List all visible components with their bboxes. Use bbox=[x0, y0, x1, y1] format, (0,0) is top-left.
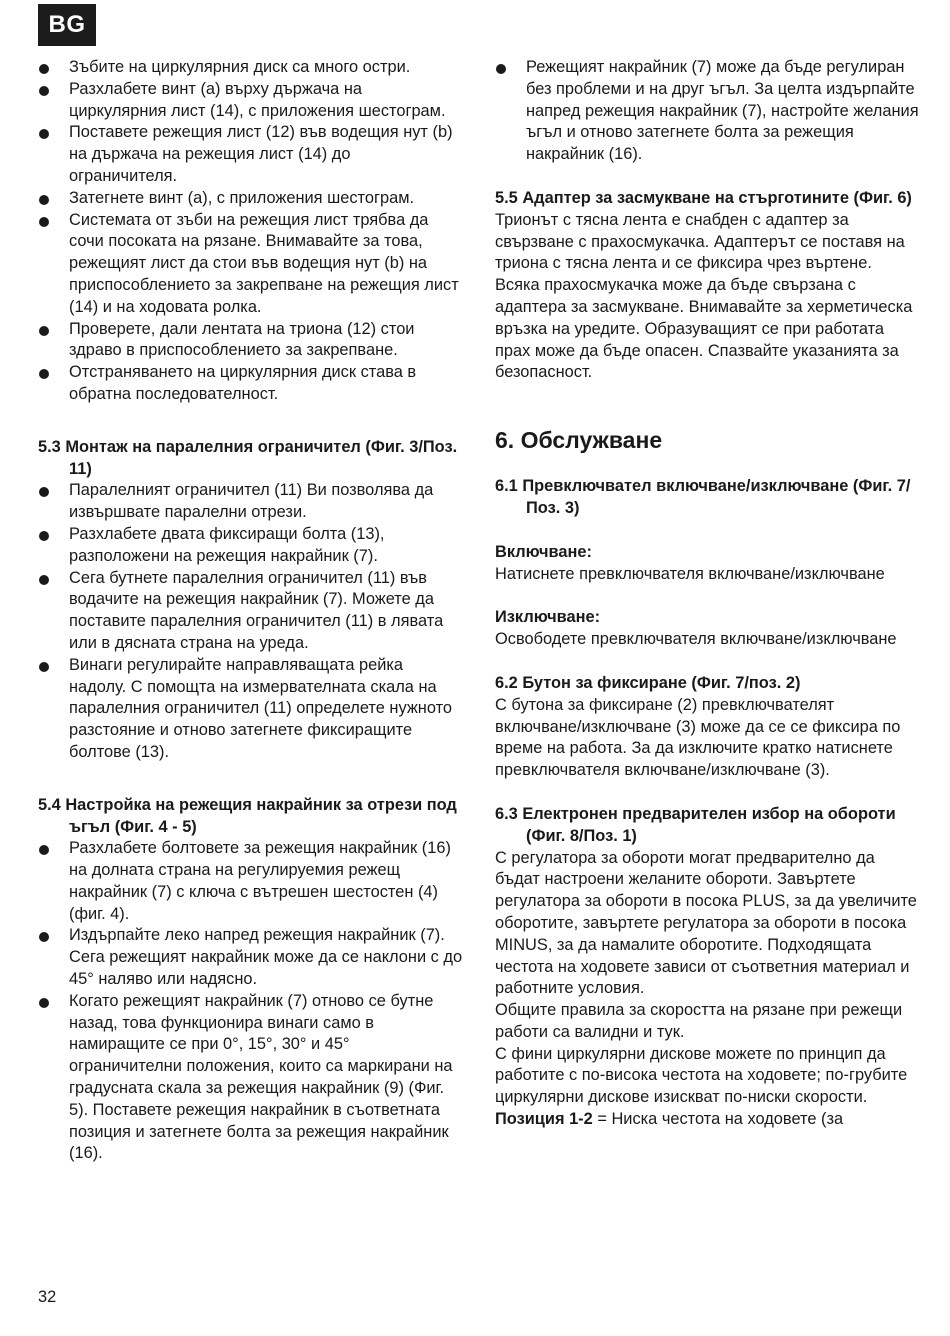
list-item: Зъбите на циркулярния диск са много остри. bbox=[38, 57, 463, 79]
list-item: Когато режещият накрайник (7) отново се бутне назад, това функционира винаги само в намиращите се при 0°, 15°, 30° и 45° ограничителни положения, които са маркирани на градусната скала за режещия накрайник (9) (Фиг. 5). Поставете режещия накрайник в съответната позиция и затегнете болта за режещия накрайник (16). bbox=[38, 991, 463, 1165]
list-item: Режещият накрайник (7) може да бъде регулиран без проблеми и на друг ъгъл. За целта издърпайте напред режещия накрайник (7), настройте желания ъгъл и отново затегнете болта за режещия накрайник (16). bbox=[495, 57, 920, 166]
list-item: Разхлабете двата фиксиращи болта (13), разположени на режещия накрайник (7). bbox=[38, 524, 463, 568]
section-body-6-3-p1: С регулатора за обороти могат предварително да бъдат настроени желаните обороти. Завъртете регулатора за обороти в посока PLUS, за да увеличите оборотите, завъртете регулатора за обороти в посока MINUS, за да намалите оборотите. Подходящата честота на ходовете зависи от съответния материал и работните условия. bbox=[495, 848, 917, 998]
page-number: 32 bbox=[38, 1288, 57, 1306]
list-item: Отстраняването на циркулярния диск става в обратна последователност. bbox=[38, 362, 463, 406]
switch-on-label: Включване: bbox=[495, 542, 592, 561]
section-heading-5-4: 5.4 Настройка на режещия накрайник за отрези под ъгъл (Фиг. 4 - 5) bbox=[38, 795, 457, 836]
position-label: Позиция 1-2 bbox=[495, 1110, 593, 1129]
right-column bbox=[495, 57, 920, 1131]
section-body-6-3-p3: С фини циркулярни дискове можете по принцип да работите с по-висока честота на ходовете; по-грубите циркулярни дискове изискват по-ниски скорости. bbox=[495, 1044, 908, 1107]
bullet-list-angle-cuts bbox=[38, 838, 463, 1165]
section-body-6-2: С бутона за фиксиране (2) превключвателят включване/изключване (3) може да се се фиксира по време на работа. За да изключите кратко натиснете превключвателя включване/изключване (3). bbox=[495, 695, 901, 780]
section-body-6-3-p2: Общите правила за скоростта на рязане при режещи работи са валидни и тук. bbox=[495, 1001, 903, 1041]
section-heading-6-1: 6.1 Превключвател включване/изключване (Фиг. 7/Поз. 3) bbox=[495, 477, 911, 517]
list-item: Проверете, дали лентата на триона (12) стои здраво в приспособлението за закрепване. bbox=[38, 319, 463, 363]
position-line bbox=[495, 1109, 920, 1131]
section-heading-6-2: 6.2 Бутон за фиксиране (Фиг. 7/поз. 2) bbox=[495, 673, 801, 692]
list-item: Издърпайте леко напред режещия накрайник (7). Сега режещият накрайник може да се наклони с до 45° наляво или надясно. bbox=[38, 925, 463, 990]
bullet-list-parallel-fence bbox=[38, 480, 463, 763]
section-heading-5-3: 5.3 Монтаж на паралелния ограничител (Фиг. 3/Поз. 11) bbox=[38, 437, 458, 478]
section-body-5-5: Трионът с тясна лента е снабден с адаптер за свързване с прахосмукачка. Адаптерът се поставя на триона с тясна лента и се фиксира чрез въртене. Всяка прахосмукачка може да бъде свързана с адаптера за засмукване. Внимавайте за херметическа връзка на уредите. Образуващият се при работата прах може да бъде опасен. Спазвайте указанията за безопасност. bbox=[495, 210, 913, 382]
position-text: = Ниска честота на ходовете (за bbox=[592, 1110, 844, 1129]
section-heading-6-3: 6.3 Електронен предварителен избор на обороти (Фиг. 8/Поз. 1) bbox=[495, 804, 896, 845]
list-item: Сега бутнете паралелния ограничител (11) във водачите на режещия накрайник (7). Можете да поставите паралелния ограничител (11) в лявата или в дясната страна на уреда. bbox=[38, 568, 463, 655]
list-item: Затегнете винт (a), с приложения шестограм. bbox=[38, 188, 463, 210]
switch-off-label: Изключване: bbox=[495, 608, 601, 627]
list-item: Поставете режещия лист (12) във водещия нут (b) на държача на режещия лист (14) до ограничителя. bbox=[38, 122, 463, 187]
list-item: Паралелният ограничител (11) Ви позволява да извършвате паралелни отрези. bbox=[38, 480, 463, 524]
list-item: Системата от зъби на режещия лист трябва да сочи посоката на рязане. Внимавайте за това, режещият лист да стои във водещия нут (b) на приспособлението за закрепване на режещия лист (14) и на ходовата ролка. bbox=[38, 210, 463, 319]
switch-off-text: Освободете превключвателя включване/изключване bbox=[495, 630, 897, 649]
list-item: Разхлабете винт (a) върху държача на циркулярния лист (14), с приложения шестограм. bbox=[38, 79, 463, 123]
bullet-list-angle-adjust bbox=[495, 57, 920, 166]
section-heading-5-5: 5.5 Адаптер за засмукване на стърготините (Фиг. 6) bbox=[495, 188, 912, 207]
list-item: Разхлабете болтовете за режещия накрайник (16) на долната страна на регулируемия режещ накрайник (7) с ключа с вътрешен шестостен (4) (фиг. 4). bbox=[38, 838, 463, 925]
bullet-list-blade-install bbox=[38, 57, 463, 406]
language-badge: BG bbox=[38, 4, 96, 46]
chapter-heading-6: 6. Обслужване bbox=[495, 427, 663, 454]
switch-on-text: Натиснете превключвателя включване/изключване bbox=[495, 564, 885, 583]
left-column bbox=[38, 57, 463, 1165]
list-item: Винаги регулирайте направляващата рейка надолу. С помощта на измервателната скала на паралелния ограничител (11) определете нужното разстояние и отново затегнете фиксиращите болтове (13). bbox=[38, 655, 463, 764]
